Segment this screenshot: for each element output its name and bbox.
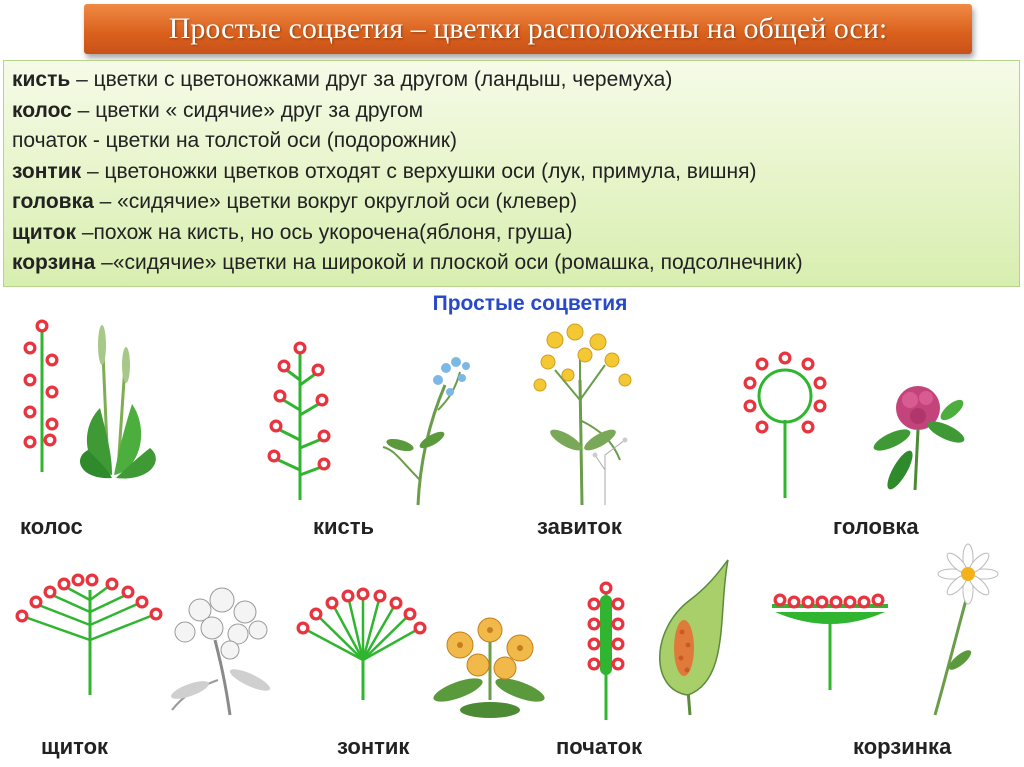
spike-diagram: [24, 320, 59, 473]
arum-illustration: [660, 560, 728, 715]
basket-diagram: [772, 594, 888, 691]
definition-text: «сидячие» цветки на широкой и плоской оси (ромашка, подсолнечник): [112, 251, 803, 274]
label-spadix: початок: [556, 734, 643, 759]
clover-illustration: [871, 386, 967, 493]
definition-dash: –: [71, 98, 96, 122]
primrose-illustration: [431, 618, 547, 718]
raceme-diagram: [268, 342, 331, 501]
label-corymb: щиток: [41, 734, 109, 759]
definition-dash: –: [81, 159, 105, 183]
label-cyme: завиток: [537, 514, 622, 539]
umbel-diagram: [297, 588, 427, 701]
label-umbel: зонтик: [337, 734, 410, 759]
head-diagram: [744, 352, 827, 499]
apple-blossom-illustration: [169, 588, 272, 715]
definition-term: колос: [12, 98, 72, 122]
definition-term: зонтик: [12, 159, 82, 183]
definition-term: щиток: [12, 220, 76, 244]
definition-dash: –: [70, 68, 94, 91]
label-basket: корзинка: [853, 734, 952, 759]
figure-title: Простые соцветия: [432, 292, 628, 315]
label-head: головка: [833, 514, 919, 539]
cyme-illustration: [534, 324, 631, 505]
definition-text: «сидячие» цветки вокруг округлой оси (клевер): [117, 190, 578, 213]
definition-text: цветки « сидячие» друг за другом: [95, 98, 424, 122]
plantain-illustration: [80, 325, 156, 478]
definition-term: кисть: [12, 68, 71, 91]
definition-dash: –: [95, 251, 113, 274]
definition-text: цветки с цветоножками друг за другом (ландыш, черемуха): [93, 68, 673, 91]
definition-dash: –: [93, 190, 118, 213]
definition-term: головка: [12, 190, 94, 213]
spadix-diagram: [588, 582, 625, 721]
definition-term: корзина: [12, 251, 96, 274]
definition-text: похож на кисть, но ось укорочена(яблоня, груша): [93, 220, 573, 244]
definition-dash: –: [75, 220, 94, 244]
corymb-diagram: [16, 574, 163, 696]
chamomile-illustration: [935, 544, 998, 715]
definition-text: цветоножки цветков отходят с верхушки оси (лук, примула, вишня): [104, 159, 757, 183]
label-spike: колос: [20, 514, 83, 539]
definition-text: початок - цветки на толстой оси (подорожник): [12, 129, 457, 152]
label-raceme: кисть: [313, 514, 375, 539]
slide-title: Простые соцветия – цветки расположены на общей оси:: [84, 4, 972, 54]
forget-me-not-illustration: [383, 357, 470, 505]
